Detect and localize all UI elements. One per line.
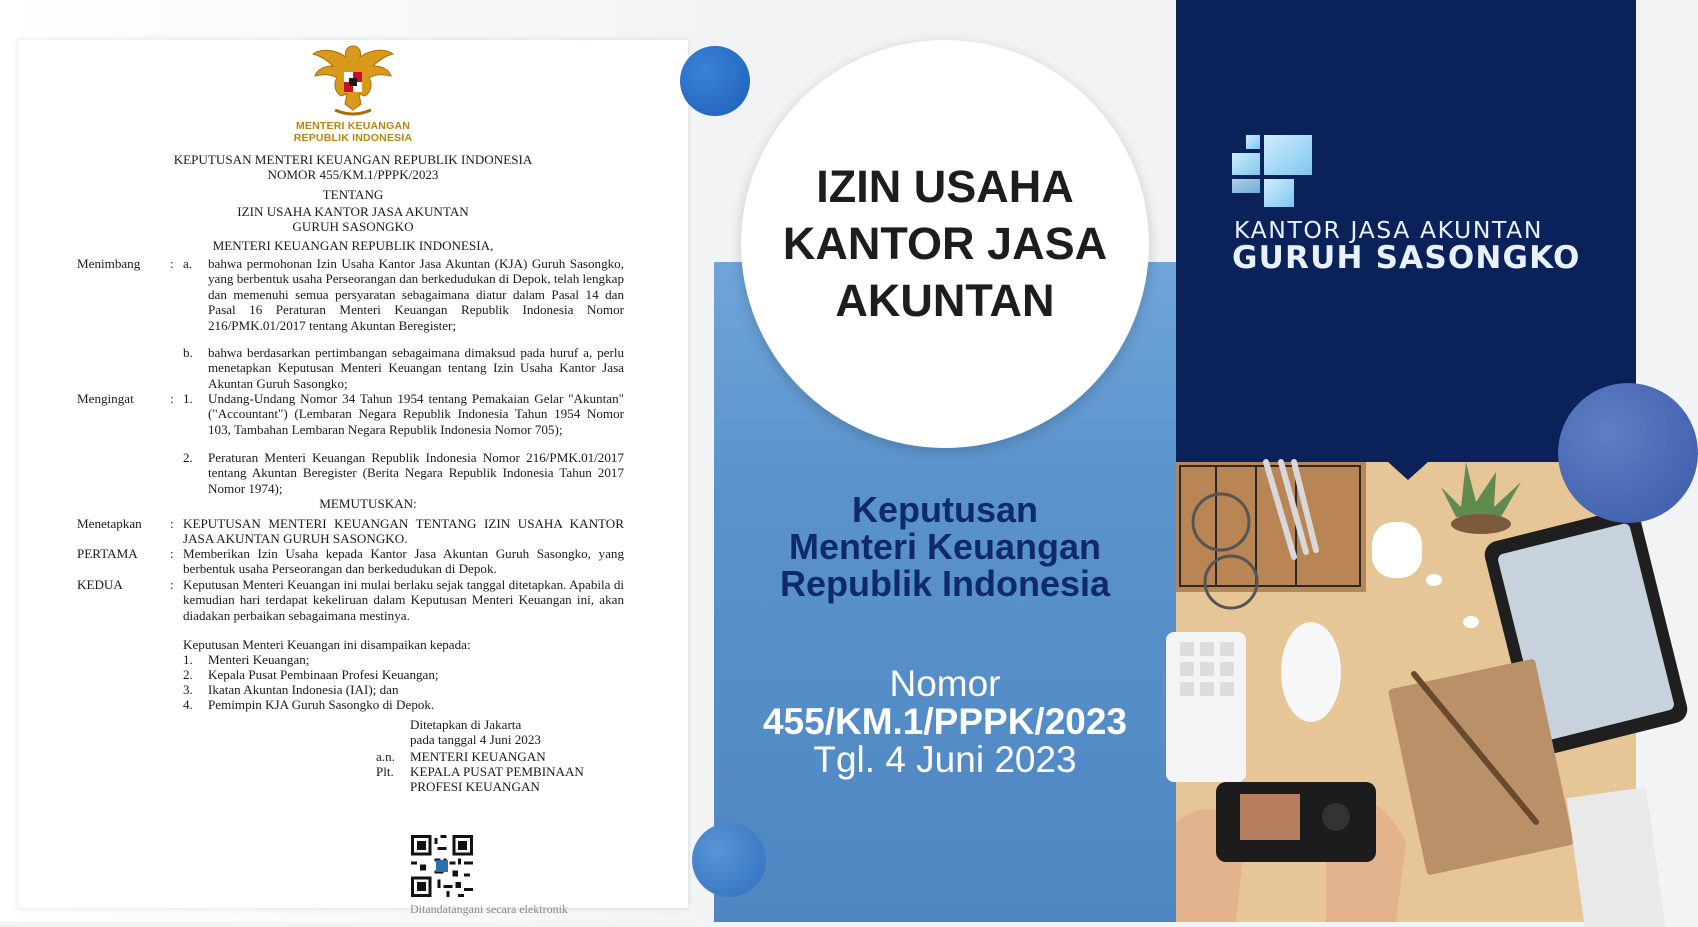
- nomor-value: 455/KM.1/PPPK/2023: [762, 701, 1128, 742]
- main-title-line1: IZIN USAHA: [816, 161, 1074, 212]
- recipient-text: Pemimpin KJA Guruh Sasongko di Depok.: [208, 697, 435, 712]
- electronic-signature-note: Ditandatangani secara elektronik: [410, 902, 568, 916]
- colon: :: [170, 546, 174, 561]
- decor-circle: [692, 823, 766, 897]
- doc-title-minister: MENTERI KEUANGAN REPUBLIK INDONESIA,: [212, 238, 494, 253]
- sign-title-line3: PROFESI KEUANGAN: [410, 779, 540, 794]
- decree-subtitle: [714, 491, 1176, 602]
- recipient-text: Ikatan Akuntan Indonesia (IAI); dan: [208, 682, 399, 697]
- sign-date: pada tanggal 4 Juni 2023: [410, 732, 541, 747]
- doc-title-subject2: GURUH SASONGKO: [292, 219, 414, 234]
- garuda-emblem-icon: [311, 40, 395, 120]
- memutuskan-heading: MEMUTUSKAN:: [319, 496, 417, 511]
- desk-photo: [1176, 462, 1636, 922]
- menetapkan-text: KEPUTUSAN MENTERI KEUANGAN TENTANG IZIN USAHA KANTOR JASA AKUNTAN GURUH SASONGKO.: [183, 516, 624, 547]
- main-title-line3: AKUNTAN: [835, 275, 1055, 326]
- brand-line1: KANTOR JASA AKUNTAN: [1234, 216, 1544, 244]
- mengingat-2-text: Peraturan Menteri Keuangan Republik Indonesia Nomor 216/PMK.01/2017 tentang Akuntan Beregister (Berita Negara Republik Indonesia Tahun 2017 Nomor 1974);: [208, 450, 624, 496]
- pertama-text: Memberikan Izin Usaha kepada Kantor Jasa Akuntan Guruh Sasongko, yang berbentuk usaha Perseorangan dan berkedudukan di Depok.: [183, 546, 624, 577]
- sign-an: a.n.: [376, 749, 395, 764]
- brand-line2: GURUH SASONGKO: [1232, 240, 1581, 276]
- qr-code-icon: [411, 835, 473, 897]
- item-number: 2.: [183, 667, 193, 682]
- panel-notch: [1388, 462, 1428, 480]
- decree-number-block: [714, 665, 1176, 779]
- mengingat-label: Mengingat: [77, 391, 134, 406]
- item-number: 3.: [183, 682, 193, 697]
- decor-circle: [1558, 383, 1698, 523]
- document-header: [18, 40, 688, 144]
- item-number: 1.: [183, 652, 193, 667]
- sign-title-line1: MENTERI KEUANGAN: [410, 749, 546, 764]
- kedua-label: KEDUA: [77, 577, 123, 592]
- item-number: 4.: [183, 697, 193, 712]
- menimbang-label: Menimbang: [77, 256, 141, 271]
- item-number: 2.: [183, 450, 193, 465]
- item-number: b.: [183, 345, 193, 360]
- menimbang-b-text: bahwa berdasarkan pertimbangan sebagaimana dimaksud pada huruf a, perlu menetapkan Keputusan Menteri Keuangan tentang Izin Usaha Kantor Jasa Akuntan Guruh Sasongko;: [208, 345, 624, 391]
- doc-title-number: NOMOR 455/KM.1/PPPK/2023: [267, 167, 439, 182]
- doc-title-tentang: TENTANG: [322, 187, 384, 202]
- decor-circle: [680, 46, 750, 116]
- menimbang-a-text: bahwa permohonan Izin Usaha Kantor Jasa Akuntan (KJA) Guruh Sasongko, yang berbentuk usaha Perseorangan dan berkedudukan di Depok, telah lengkap dan memenuhi semua persyaratan sebagaimana diatur dalam Pasal 14 dan Pasal 16 Peraturan Menteri Keuangan Republik Indonesia Nomor 216/PMK.01/2017 tentang Akuntan Beregister;: [208, 256, 624, 333]
- sign-plt: Plt.: [376, 764, 394, 779]
- recipient-text: Kepala Pusat Pembinaan Profesi Keuangan;: [208, 667, 439, 682]
- subtitle-line3: Republik Indonesia: [779, 563, 1111, 604]
- sign-place: Ditetapkan di Jakarta: [410, 717, 522, 732]
- main-title: [741, 158, 1149, 329]
- item-number: 1.: [183, 391, 193, 406]
- colon: :: [170, 516, 174, 531]
- pertama-label: PERTAMA: [77, 546, 138, 561]
- recipient-text: Menteri Keuangan;: [208, 652, 310, 667]
- ministry-name-line1: MENTERI KEUANGAN: [295, 120, 411, 132]
- subtitle-line1: Keputusan: [851, 489, 1038, 530]
- item-number: a.: [183, 256, 193, 271]
- subtitle-line2: Menteri Keuangan: [788, 526, 1102, 567]
- decree-date: Tgl. 4 Juni 2023: [813, 739, 1077, 780]
- ministry-name-line2: REPUBLIK INDONESIA: [293, 132, 413, 144]
- colon: :: [170, 256, 174, 271]
- desk-illustration: [1176, 462, 1636, 922]
- nomor-label: Nomor: [889, 663, 1001, 704]
- kja-logo-icon: [1232, 135, 1314, 211]
- disampaikan-text: Keputusan Menteri Keuangan ini disampaikan kepada:: [183, 637, 471, 652]
- colon: :: [170, 577, 174, 592]
- kedua-text: Keputusan Menteri Keuangan ini mulai berlaku sejak tanggal ditetapkan. Apabila di kemudian hari terdapat kekeliruan dalam Keputusan Menteri Keuangan ini, akan diadakan perbaikan sebagaimana mestinya.: [183, 577, 624, 623]
- decree-document: [18, 40, 688, 916]
- doc-title-line1: KEPUTUSAN MENTERI KEUANGAN REPUBLIK INDONESIA: [173, 152, 533, 167]
- main-title-line2: KANTOR JASA: [782, 218, 1108, 269]
- colon: :: [170, 391, 174, 406]
- sign-title-line2: KEPALA PUSAT PEMBINAAN: [410, 764, 584, 779]
- mengingat-1-text: Undang-Undang Nomor 34 Tahun 1954 tentang Pemakaian Gelar "Akuntan" ("Accountant") (Lembaran Negara Republik Indonesia Tahun 1954 Nomor 103, Tambahan Lembaran Negara Republik Indonesia Nomor 705);: [208, 391, 624, 437]
- menetapkan-label: Menetapkan: [77, 516, 142, 531]
- doc-title-subject1: IZIN USAHA KANTOR JASA AKUNTAN: [237, 204, 469, 219]
